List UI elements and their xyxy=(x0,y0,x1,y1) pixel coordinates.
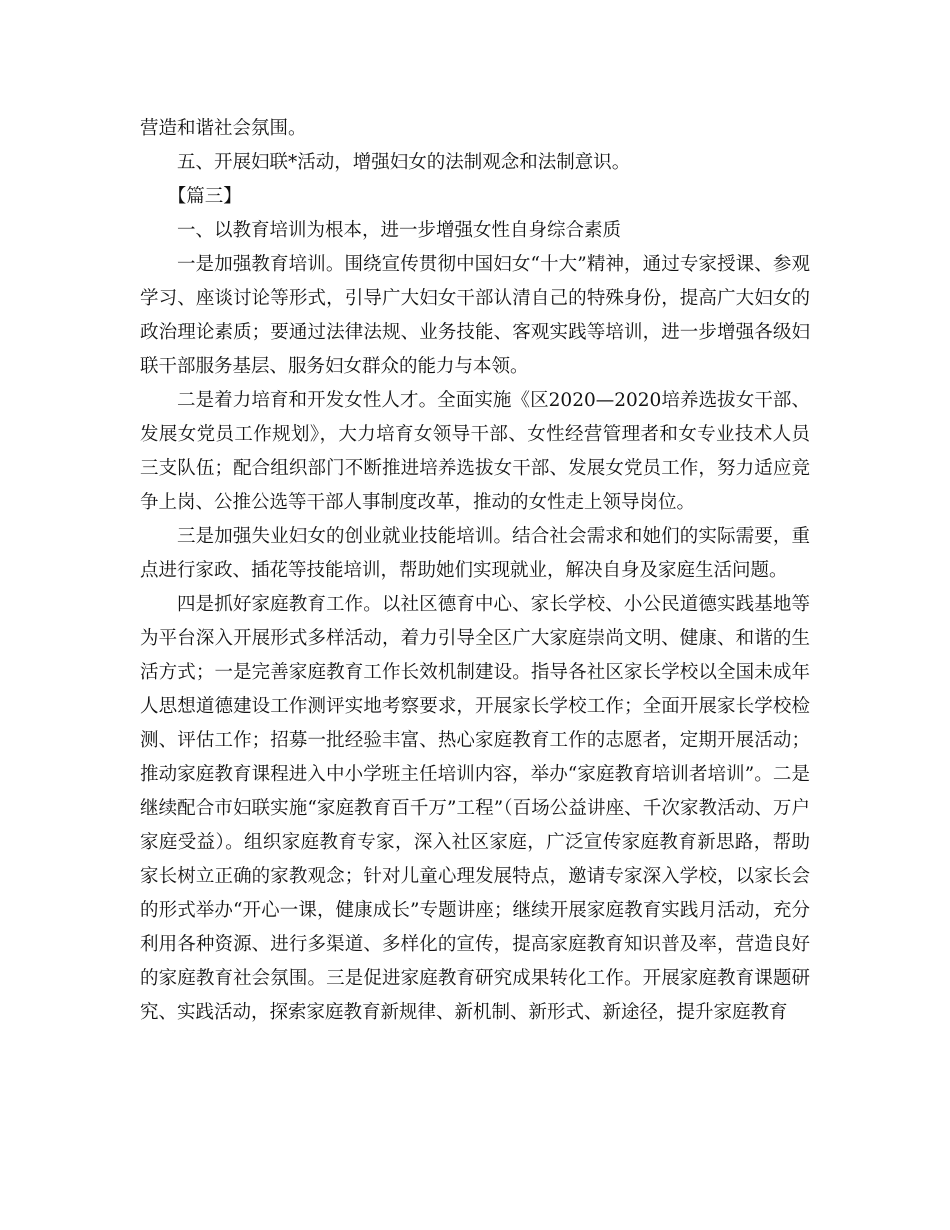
section-heading-one: 一、以教育培训为根本，进一步增强女性自身综合素质 xyxy=(177,220,622,241)
document-body xyxy=(140,112,810,1030)
chapter-heading: 【篇三】 xyxy=(167,186,242,207)
paragraph-family-education: 四是抓好家庭教育工作。以社区德育中心、家长学校、小公民道德实践基地等为平台深入开展形式多样活动，着力引导全区广大家庭崇尚文明、健康、和谐的生活方式；一是完善家庭教育工作长效机制建设。指导各社区家长学校以全国未成年人思想道德建设工作测评实地考察要求，开展家长学校工作；全面开展家长学校检测、评估工作；招募一批经验丰富、热心家庭教育工作的志愿者，定期开展活动；推动家庭教育课程进入中小学班主任培训内容，举办“家庭教育培训者培训”。二是继续配合市妇联实施“家庭教育百千万”工程”（百场公益讲座、千次家教活动、万户家庭受益）。组织家庭教育专家，深入社区家庭，广泛宣传家庭教育新思路，帮助家长树立正确的家教观念；针对儿童心理发展特点，邀请专家深入学校，以家长会的形式举办“开心一课，健康成长”专题讲座；继续开展家庭教育实践月活动，充分利用各种资源、进行多渠道、多样化的宣传，提高家庭教育知识普及率，营造良好的家庭教育社会氛围。三是促进家庭教育研究成果转化工作。开展家庭教育课题研究、实践活动，探索家庭教育新规律、新机制、新形式、新途径，提升家庭教育 xyxy=(140,594,810,1023)
paragraph-female-talent: 二是着力培育和开发女性人才。全面实施《区2020—2020培养选拔女干部、发展女党员工作规划》，大力培育女领导干部、女性经营管理者和女专业技术人员三支队伍；配合组织部门不断推进培养选拔女干部、发展女党员工作，努力适应竞争上岗、公推公选等干部人事制度改革，推动的女性走上领导岗位。 xyxy=(140,390,810,513)
paragraph-employment-training: 三是加强失业妇女的创业就业技能培训。结合社会需求和她们的实际需要，重点进行家政、插花等技能培训，帮助她们实现就业，解决自身及家庭生活问题。 xyxy=(140,526,810,581)
paragraph-section-five: 五、开展妇联*活动，增强妇女的法制观念和法制意识。 xyxy=(177,152,631,173)
paragraph-education-training: 一是加强教育培训。围绕宣传贯彻中国妇女“十大”精神，通过专家授课、参观学习、座谈讨论等形式，引导广大妇女干部认清自己的特殊身份，提高广大妇女的政治理论素质；要通过法律法规、业务技能、客观实践等培训，进一步增强各级妇联干部服务基层、服务妇女群众的能力与本领。 xyxy=(140,254,810,377)
paragraph-continuation: 营造和谐社会氛围。 xyxy=(140,118,307,139)
